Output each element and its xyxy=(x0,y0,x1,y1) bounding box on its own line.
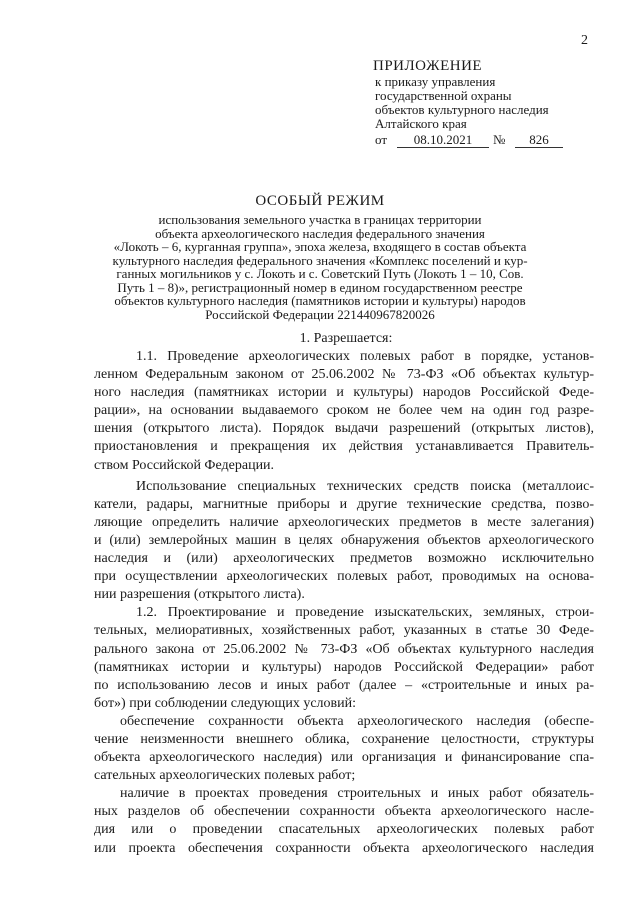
order-date: 08.10.2021 xyxy=(397,133,489,148)
paragraph-1-1 xyxy=(94,348,594,475)
title-block xyxy=(60,193,580,321)
subtitle-line: использования земельного участка в границах территории xyxy=(158,212,482,227)
text-line: при осуществлении археологических полевых работ, проводимых на основа- xyxy=(94,569,594,585)
page-number: 2 xyxy=(581,33,588,48)
text-line: наследия и (или) археологических предметов возможно исключительно xyxy=(94,551,594,567)
text-line: (памятниках истории и культуры) народов Российской Федерации» работ xyxy=(94,659,594,675)
order-date-number xyxy=(373,133,549,149)
text-line: ленном Федеральным законом от 25.06.2002 № 73-ФЗ «Об объектах культур- xyxy=(94,367,594,383)
appendix-line: государственной охраны xyxy=(375,88,512,103)
text-line: ного наследия (памятниках истории и культуры) народов Российской Феде- xyxy=(94,385,594,401)
text-line: сательных археологических полевых работ; xyxy=(94,768,356,784)
body-text xyxy=(94,329,594,858)
text-line: 1.1. Проведение археологических полевых работ в порядке, установ- xyxy=(136,349,594,364)
text-line: рального закона от 25.06.2002 № 73-ФЗ «Об объектах культурного наследия xyxy=(94,641,594,657)
text-line: ством Российской Федерации. xyxy=(94,457,275,473)
section-heading: 1. Разрешается: xyxy=(299,331,393,346)
text-line: объекта археологического наследия) или организация и финансирование спа- xyxy=(94,750,594,766)
order-number: 826 xyxy=(515,133,563,148)
appendix-block xyxy=(373,58,549,149)
text-line: и (или) землеройных машин в целях обнаружения объектов археологического xyxy=(94,532,594,548)
subtitle-line: объекта археологического наследия федерального значения xyxy=(155,225,485,241)
text-line: катели, радары, магнитные приборы и другие технические средства, позво- xyxy=(94,496,594,512)
text-line: ляющие определить наличие археологических предметов в месте залегания) xyxy=(94,514,594,530)
document-title: ОСОБЫЙ РЕЖИМ xyxy=(255,193,385,209)
text-line: наличие в проектах проведения строительных и иных работ обязатель- xyxy=(120,786,594,802)
text-line: обеспечение сохранности объекта археологического наследия (обеспе- xyxy=(120,713,594,729)
text-line: 1.2. Проектирование и проведение изыскательских, земляных, строи- xyxy=(136,605,594,621)
subtitle-line: Путь 1 – 8)», регистрационный номер в едином государственном реестре xyxy=(117,279,523,295)
paragraph-projects xyxy=(94,785,594,857)
appendix-title: ПРИЛОЖЕНИЕ xyxy=(373,58,483,74)
appendix-line: объектов культурного наследия xyxy=(375,102,549,117)
text-line: ных разделов об обеспечении сохранности объекта археологического насле- xyxy=(94,804,594,820)
subtitle-line: ганных могильников у с. Локоть и с. Советский Путь (Локоть 1 – 10, Сов. xyxy=(116,266,524,281)
text-line: Использование специальных технических средств поиска (металлоис- xyxy=(136,478,594,494)
text-line: чение неизменности внешнего облика, сохранение целостности, структуры xyxy=(94,731,594,747)
text-line: по использованию лесов и иных работ (далее – «строительные и иных ра- xyxy=(94,677,594,693)
subtitle-line: культурного наследия федерального значения «Комплекс поселений и кур- xyxy=(112,252,528,268)
subtitle-line: объектов культурного наследия (памятников истории и культуры) народов xyxy=(114,293,526,308)
text-line: или проекта обеспечения сохранности объекта археологического наследия xyxy=(94,840,594,856)
text-line: тельных, мелиоративных, хозяйственных работ, указанных в статье 30 Феде- xyxy=(94,623,594,639)
text-line: дия или о проведении спасательных археологических полевых работ xyxy=(94,822,594,838)
paragraph-technical-means xyxy=(94,478,594,605)
text-line: шения (открытого листа). Порядок выдачи разрешений (открытых листов), xyxy=(94,421,594,437)
subtitle-line: Российской Федерации 221440967820026 xyxy=(205,306,435,322)
from-label: от xyxy=(375,132,388,147)
appendix-line: Алтайского края xyxy=(375,116,467,131)
paragraph-1-2 xyxy=(94,604,594,713)
appendix-line: к приказу управления xyxy=(375,74,496,89)
text-line: приостановления и прекращения их действия устанавливается Правитель- xyxy=(94,439,594,455)
text-line: нии разрешения (открытого листа). xyxy=(94,587,305,603)
subtitle-line: «Локоть – 6, курганная группа», эпоха железа, входящего в состав объекта xyxy=(113,239,527,254)
paragraph-conservation xyxy=(94,713,594,785)
text-line: бот») при соблюдении следующих условий: xyxy=(94,695,357,711)
text-line: рации», на основании выдаваемого сроком не более чем на один год разре- xyxy=(94,403,594,419)
number-label: № xyxy=(493,132,506,147)
